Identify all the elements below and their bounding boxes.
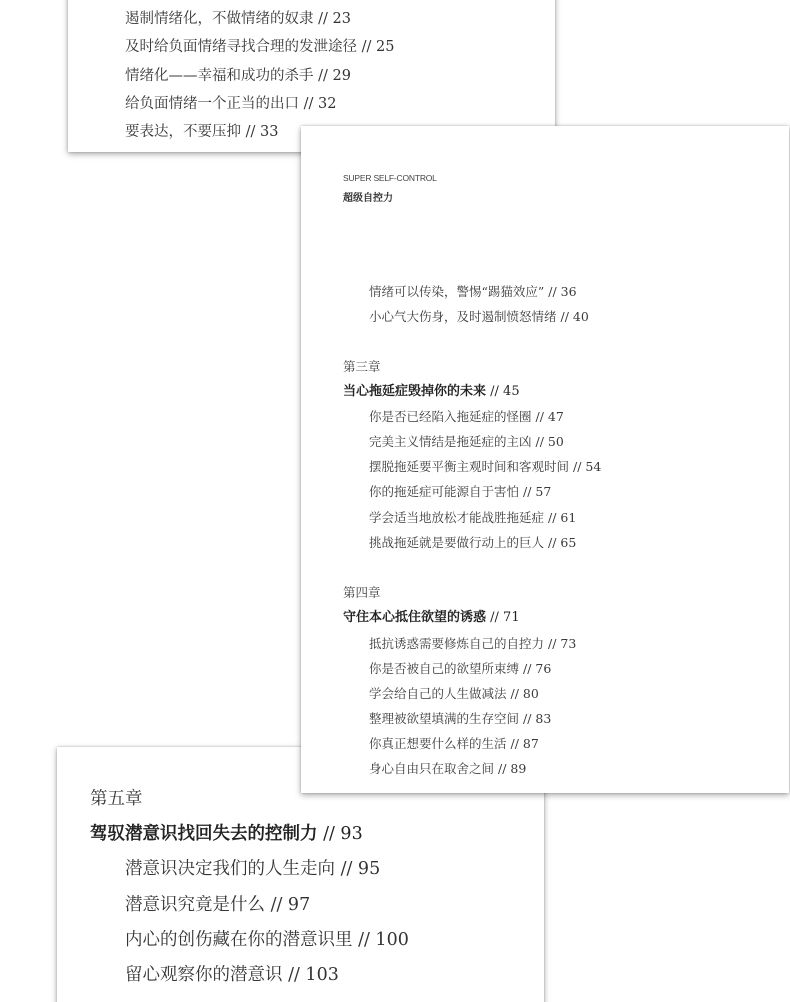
toc-entry: [369, 434, 564, 450]
chapter-title-line: [90, 823, 363, 845]
entry-page-number: // 32: [303, 96, 337, 112]
toc-entry: [369, 510, 576, 526]
entry-title: 整理被欲望填满的生存空间: [369, 711, 520, 726]
entry-title: 及时给负面情绪寻找合理的发泄途径: [125, 39, 357, 55]
toc-entry: [369, 459, 601, 475]
toc-entry: [369, 736, 539, 752]
entry-title: 摆脱拖延要平衡主观时间和客观时间: [369, 459, 570, 474]
toc-entry: [125, 929, 409, 951]
entry-page-number: // 73: [548, 636, 577, 651]
entry-page-number: // 54: [573, 459, 602, 474]
toc-entry: [125, 95, 336, 113]
entry-page-number: // 80: [510, 686, 539, 701]
entry-page-number: // 76: [523, 661, 552, 676]
entry-page-number: // 65: [548, 535, 577, 550]
entry-title: 挑战拖延就是要做行动上的巨人: [369, 535, 545, 550]
entry-page-number: // 100: [358, 930, 409, 950]
toc-entry: [369, 484, 551, 500]
toc-entry: [369, 535, 576, 551]
chapter-page-number: // 45: [490, 384, 520, 399]
toc-entry: [369, 661, 551, 677]
toc-entry: [125, 38, 394, 56]
chapter-number: 第四章: [343, 585, 381, 600]
entry-title: 潜意识究竟是什么: [125, 895, 265, 915]
toc-entry: [125, 67, 351, 85]
toc-entry: [125, 858, 380, 880]
entry-page-number: // 25: [361, 39, 395, 55]
entry-page-number: // 103: [288, 965, 339, 985]
entry-page-number: // 57: [523, 484, 552, 499]
entry-title: 给负面情绪一个正当的出口: [125, 96, 299, 112]
chapter-number: 第五章: [90, 789, 143, 809]
toc-entry: [125, 894, 310, 916]
toc-entry: [369, 309, 589, 325]
entry-title: 学会适当地放松才能战胜拖延症: [369, 510, 545, 525]
entry-title: 遏制情绪化，不做情绪的奴隶: [125, 11, 314, 27]
toc-entry: [369, 636, 576, 652]
entry-title: 内心的创伤藏在你的潜意识里: [125, 930, 353, 950]
entry-title: 学会给自己的人生做减法: [369, 686, 507, 701]
entry-title: 情绪化——幸福和成功的杀手: [125, 68, 314, 84]
entry-title: 你真正想要什么样的生活: [369, 736, 507, 751]
entry-page-number: // 83: [523, 711, 552, 726]
chapter-number: 第三章: [343, 359, 381, 374]
entry-page-number: // 23: [318, 11, 351, 27]
chapter-title-line: [343, 610, 520, 626]
chapter-title: 驾驭潜意识找回失去的控制力: [90, 824, 318, 844]
entry-page-number: // 33: [245, 124, 279, 140]
toc-entry: [125, 964, 339, 986]
entry-page-number: // 87: [510, 736, 539, 751]
toc-entry: [369, 686, 539, 702]
toc-entry: [369, 409, 564, 425]
running-header-english: SUPER SELF-CONTROL: [343, 173, 437, 183]
entry-page-number: // 95: [340, 859, 381, 879]
toc-entry: [369, 761, 526, 777]
toc-entry: [125, 123, 278, 141]
chapter-page-number: // 93: [323, 824, 363, 844]
entry-title: 要表达，不要压抑: [125, 124, 241, 140]
entry-title: 完美主义情结是拖延症的主凶: [369, 434, 532, 449]
running-header-chinese: 超级自控力: [343, 193, 393, 204]
toc-entry: [125, 10, 351, 28]
entry-title: 潜意识决定我们的人生走向: [125, 859, 335, 879]
entry-page-number: // 89: [498, 761, 527, 776]
middle-page-sheet: [301, 126, 789, 793]
entry-page-number: // 40: [560, 309, 589, 324]
entry-title: 抵抗诱惑需要修炼自己的自控力: [369, 636, 545, 651]
entry-title: 你的拖延症可能源自于害怕: [369, 484, 520, 499]
entry-title: 你是否已经陷入拖延症的怪圈: [369, 409, 532, 424]
chapter-title: 当心拖延症毁掉你的未来: [343, 384, 487, 399]
entry-page-number: // 29: [318, 68, 351, 84]
toc-entry: [369, 284, 577, 300]
chapter-title-line: [343, 384, 520, 400]
entry-title: 小心气大伤身，及时遏制愤怒情绪: [369, 309, 557, 324]
chapter-title: 守住本心抵住欲望的诱惑: [343, 610, 487, 625]
entry-title: 留心观察你的潜意识: [125, 965, 283, 985]
chapter-page-number: // 71: [490, 610, 520, 625]
entry-page-number: // 47: [535, 409, 564, 424]
entry-title: 身心自由只在取舍之间: [369, 761, 495, 776]
entry-title: 你是否被自己的欲望所束缚: [369, 661, 520, 676]
entry-page-number: // 50: [535, 434, 564, 449]
entry-title: 情绪可以传染，警惕“踢猫效应”: [369, 284, 545, 299]
entry-page-number: // 97: [270, 895, 311, 915]
entry-page-number: // 61: [548, 510, 577, 525]
toc-entry: [369, 711, 551, 727]
entry-page-number: // 36: [548, 284, 577, 299]
